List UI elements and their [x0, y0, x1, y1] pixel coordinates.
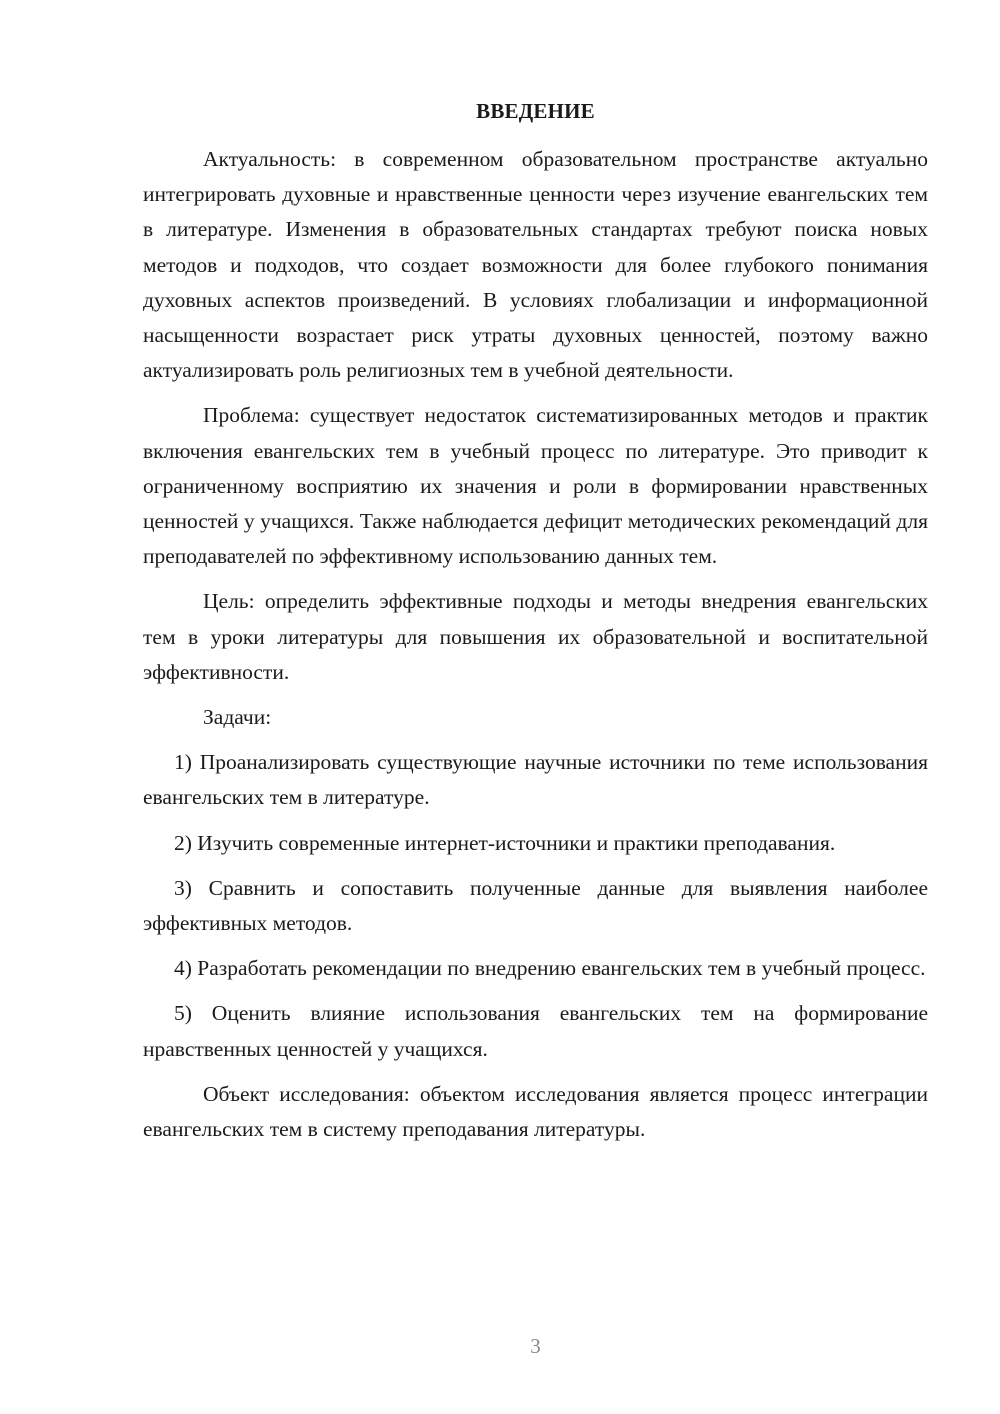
task-item-5: 5) Оценить влияние использования евангельских тем на формирование нравственных ценностей у учащихся.: [143, 1001, 928, 1061]
paragraph-tasks-heading: Задачи:: [203, 705, 272, 730]
paragraph-goal: Цель: определить эффективные подходы и методы внедрения евангельских тем в уроки литературы для повышения их образовательной и воспитательной эффективности.: [143, 589, 928, 684]
document-body: [143, 142, 928, 1157]
task-item-2: 2) Изучить современные интернет-источники и практики преподавания.: [174, 830, 836, 855]
paragraph-relevance: Актуальность: в современном образовательном пространстве актуально интегрировать духовные и нравственные ценности через изучение евангельских тем в литературе. Изменения в образовательных стандартах требуют поиска новых методов и подходов, что создает возможности для более глубокого понимания духовных аспектов произведений. В условиях глобализации и информационной насыщенности возрастает риск утраты духовных ценностей, поэтому важно актуализировать роль религиозных тем в учебной деятельности.: [143, 147, 928, 383]
paragraph-problem: Проблема: существует недостаток систематизированных методов и практик включения евангельских тем в учебный процесс по литературе. Это приводит к ограниченному восприятию их значения и роли в формировании нравственных ценностей у учащихся. Также наблюдается дефицит методических рекомендаций для преподавателей по эффективному использованию данных тем.: [143, 403, 928, 569]
document-page: [143, 0, 928, 1414]
task-item-4: 4) Разработать рекомендации по внедрению евангельских тем в учебный процесс.: [174, 956, 926, 981]
task-item-1: 1) Проанализировать существующие научные источники по теме использования евангельских тем в литературе.: [143, 750, 928, 810]
page-title: ВВЕДЕНИЕ: [476, 99, 595, 123]
task-item-3: 3) Сравнить и сопоставить полученные данные для выявления наиболее эффективных методов.: [143, 875, 928, 936]
paragraph-research-object: Объект исследования: объектом исследования является процесс интеграции евангельских тем в систему преподавания литературы.: [143, 1081, 928, 1142]
page-number: 3: [530, 1334, 541, 1358]
